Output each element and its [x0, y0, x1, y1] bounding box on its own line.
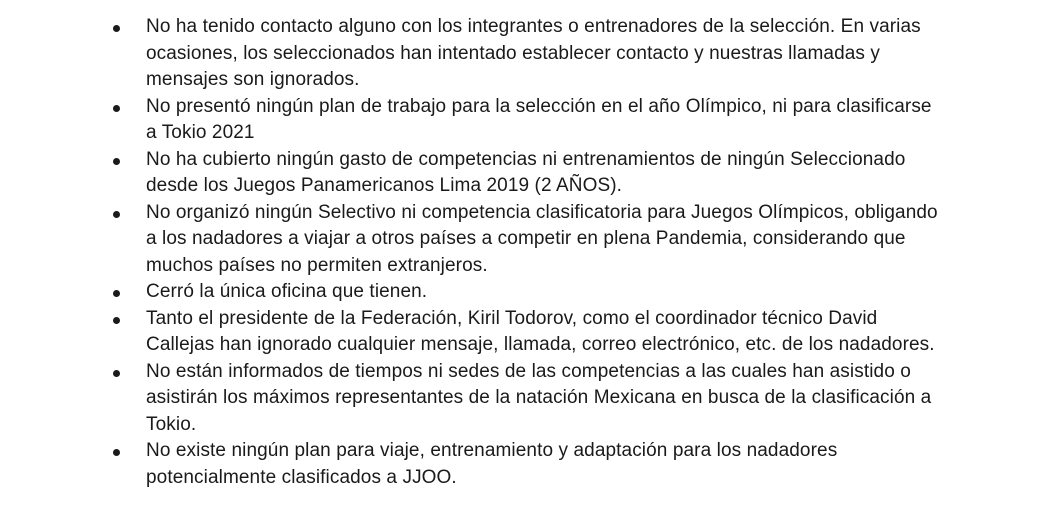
list-item	[108, 14, 938, 94]
list-item	[108, 306, 938, 359]
bullet-icon	[113, 25, 120, 32]
bullet-list	[108, 14, 938, 491]
bullet-icon	[113, 211, 120, 218]
list-item	[108, 94, 938, 147]
list-item	[108, 200, 938, 280]
bullet-icon	[113, 105, 120, 112]
bullet-icon	[113, 290, 120, 297]
bullet-icon	[113, 370, 120, 377]
list-item-text: Tanto el presidente de la Federación, Kiril Todorov, como el coordinador técnico David Callejas han ignorado cualquier mensaje, llamada, correo electrónico, etc. de los nadadores.	[146, 307, 935, 355]
list-item-text: No organizó ningún Selectivo ni competencia clasificatoria para Juegos Olímpicos, obligando a los nadadores a viajar a otros países a competir en plena Pandemia, considerando que muchos países no permiten extranjeros.	[146, 201, 938, 276]
list-item-text: No ha cubierto ningún gasto de competencias ni entrenamientos de ningún Seleccionado desde los Juegos Panamericanos Lima 2019 (2 AÑOS).	[146, 148, 906, 196]
bullet-icon	[113, 449, 120, 456]
list-item	[108, 279, 938, 306]
list-item-text: No presentó ningún plan de trabajo para la selección en el año Olímpico, ni para clasificarse a Tokio 2021	[146, 95, 932, 143]
list-item-text: No están informados de tiempos ni sedes de las competencias a las cuales han asistido o asistirán los máximos representantes de la natación Mexicana en busca de la clasificación a Tokio.	[146, 360, 932, 435]
bullet-icon	[113, 158, 120, 165]
list-item-text: No ha tenido contacto alguno con los integrantes o entrenadores de la selección. En varias ocasiones, los seleccionados han intentado establecer contacto y nuestras llamadas y mensajes son ignorados.	[146, 16, 921, 90]
list-item	[108, 147, 938, 200]
list-item	[108, 359, 938, 439]
bullet-icon	[113, 317, 120, 324]
list-item	[108, 438, 938, 491]
list-item-text: Cerró la única oficina que tienen.	[146, 281, 428, 302]
list-item-text: No existe ningún plan para viaje, entrenamiento y adaptación para los nadadores potencialmente clasificados a JJOO.	[146, 440, 838, 488]
